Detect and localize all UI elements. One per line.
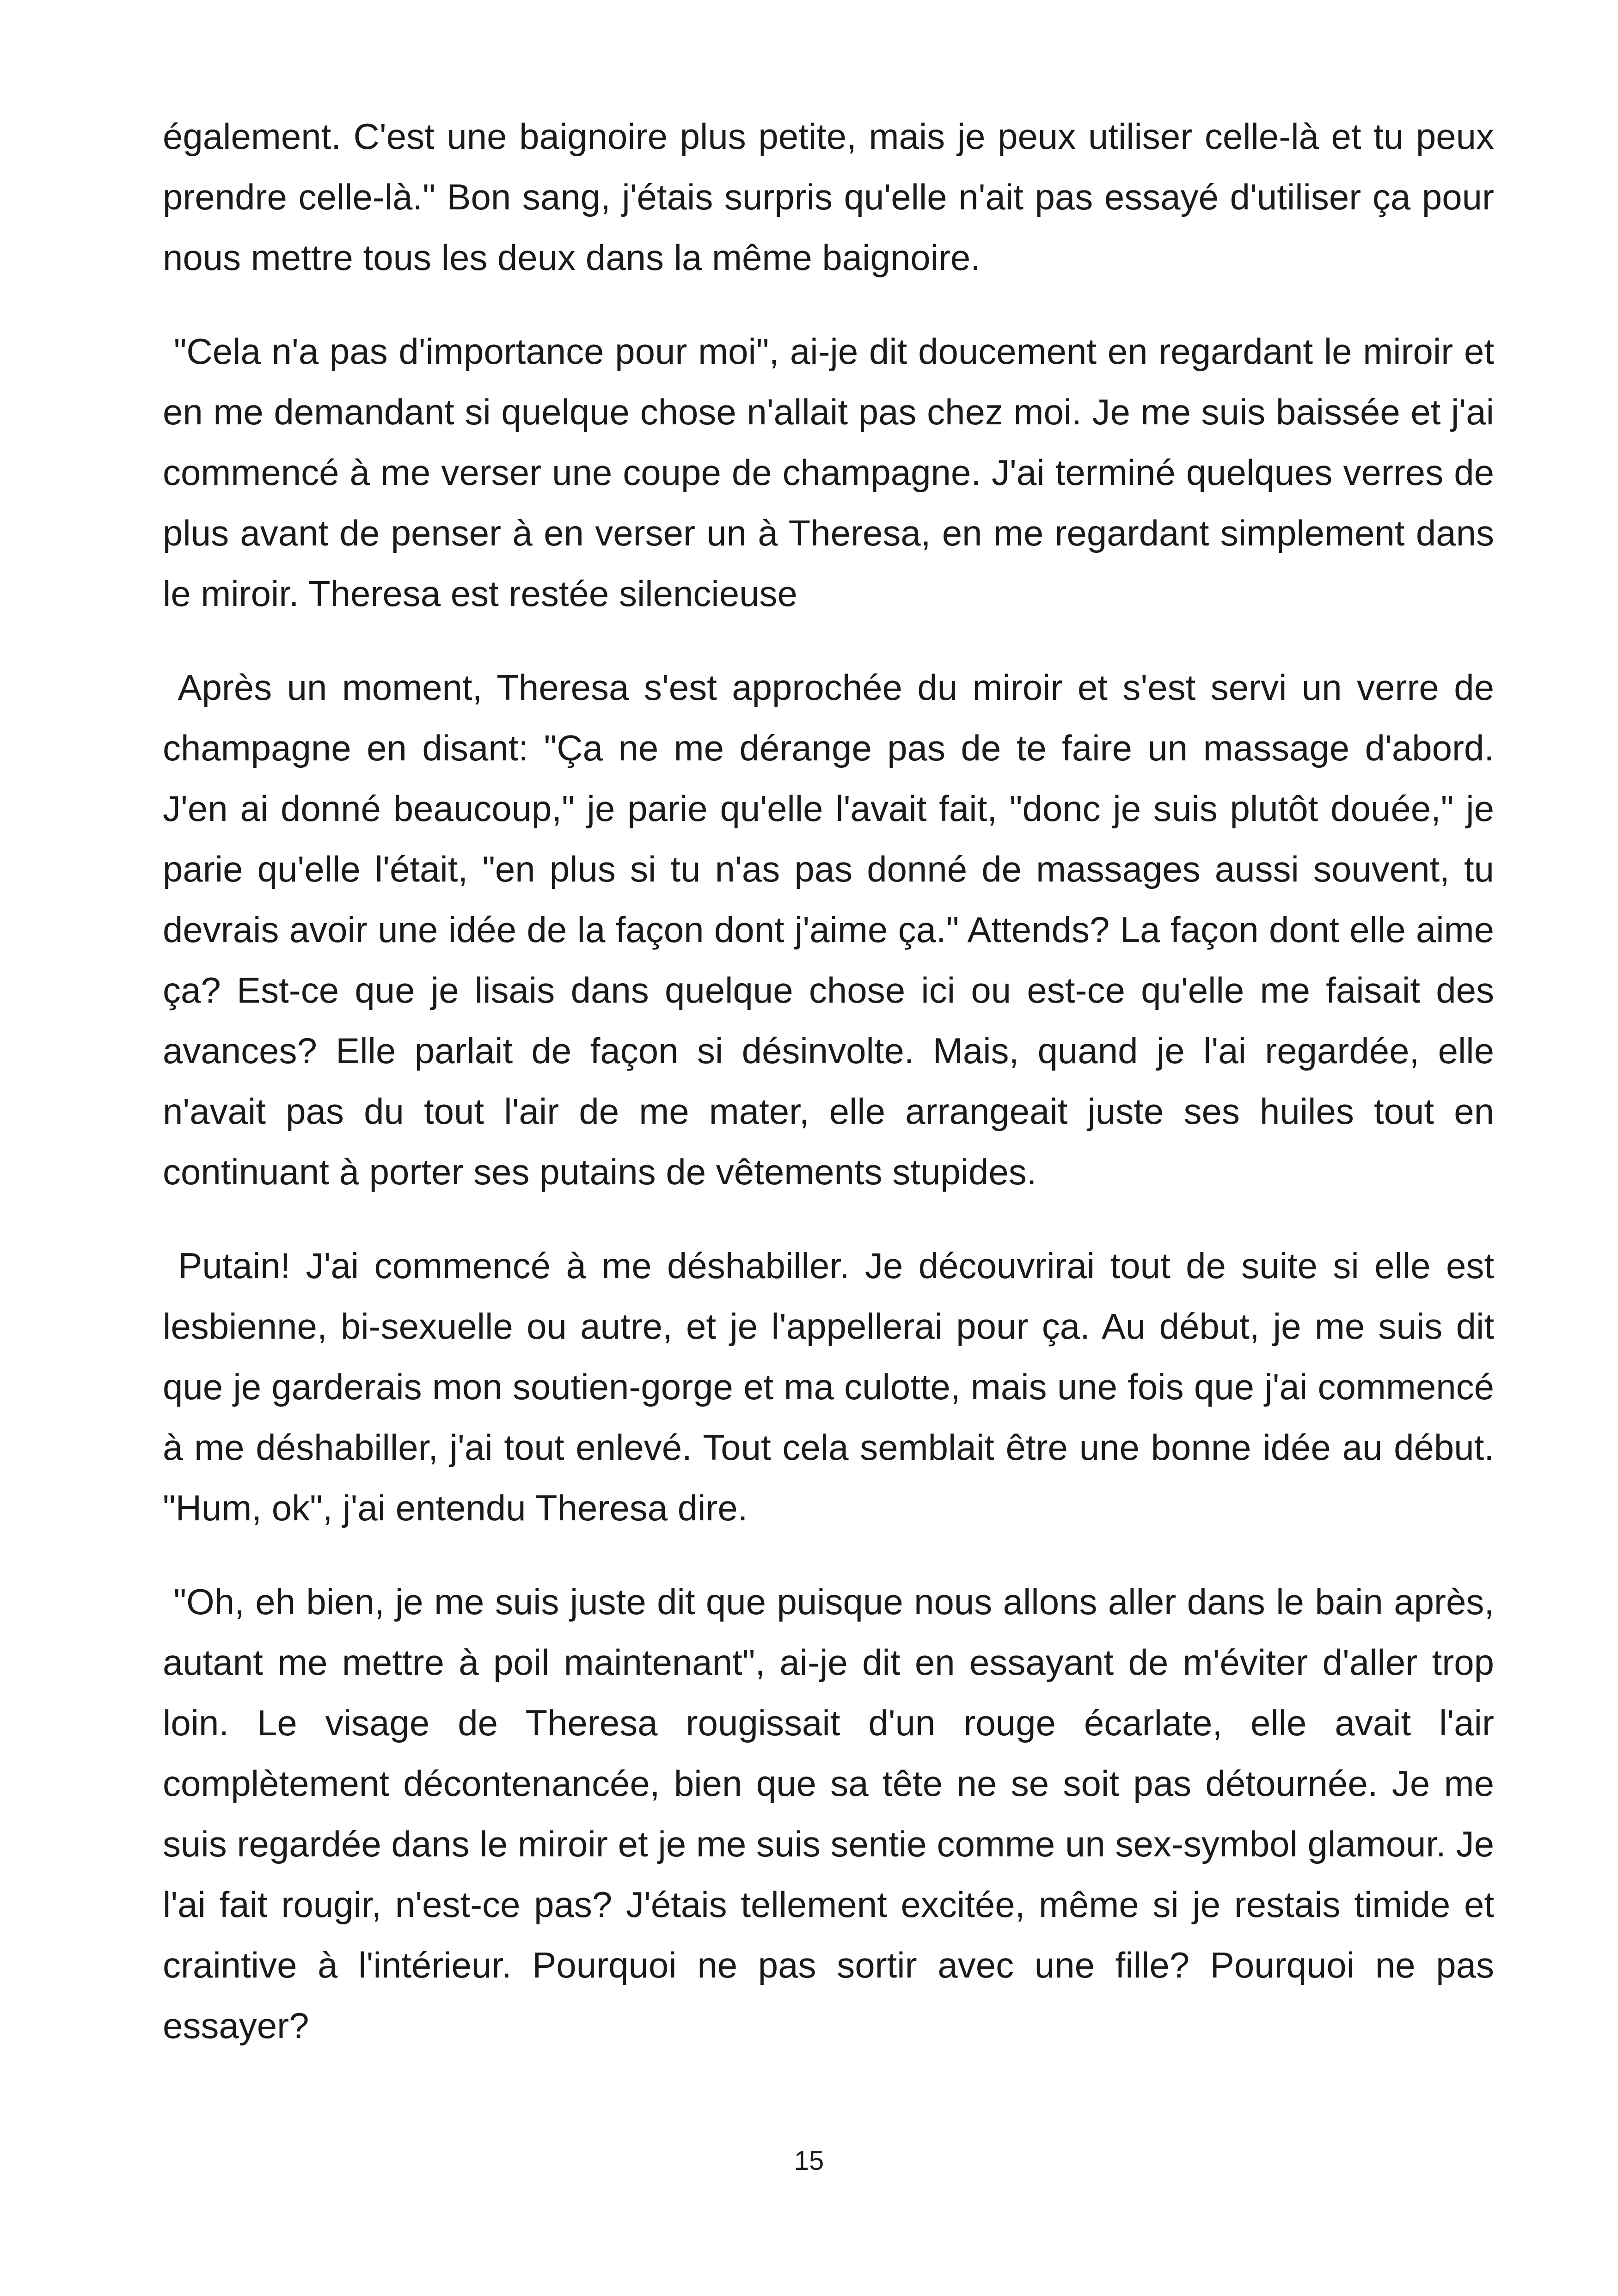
paragraph-5: "Oh, eh bien, je me suis juste dit que puisque nous allons aller dans le bain après, autant me mettre à poil maintenant", ai-je dit en essayant de m'éviter d'aller trop loin. Le visage de Theresa rougissait d'un rouge écarlate, elle avait l'air complètement décontenancée, bien que sa tête ne se soit pas détournée. Je me suis regardée dans le miroir et je me suis sentie comme un sex-symbol glamour. Je l'ai fait rougir, n'est-ce pas? J'étais tellement excitée, même si je restais timide et craintive à l'intérieur. Pourquoi ne pas sortir avec une fille? Pourquoi ne pas essayer?	[163, 1581, 1504, 2046]
paragraph-1: également. C'est une baignoire plus petite, mais je peux utiliser celle-là et tu peux prendre celle-là." Bon sang, j'étais surpris qu'elle n'ait pas essayé d'utiliser ça pour nous mettre tous les deux dans la même baignoire.	[163, 116, 1504, 278]
page-number: 15	[794, 2146, 824, 2176]
body-text	[163, 106, 1504, 2089]
paragraph-3: Après un moment, Theresa s'est approchée du miroir et s'est servi un verre de champagne en disant: "Ça ne me dérange pas de te faire un massage d'abord. J'en ai donné beaucoup," je parie qu'elle l'avait fait, "donc je suis plutôt douée," je parie qu'elle l'était, "en plus si tu n'as pas donné de massages aussi souvent, tu devrais avoir une idée de la façon dont j'aime ça." Attends? La façon dont elle aime ça? Est-ce que je lisais dans quelque chose ici ou est-ce qu'elle me faisait des avances? Elle parlait de façon si désinvolte. Mais, quand je l'ai regardée, elle n'avait pas du tout l'air de me mater, elle arrangeait juste ses huiles tout en continuant à porter ses putains de vêtements stupides.	[163, 667, 1504, 1192]
paragraph-2: "Cela n'a pas d'importance pour moi", ai-je dit doucement en regardant le miroir et en me demandant si quelque chose n'allait pas chez moi. Je me suis baissée et j'ai commencé à me verser une coupe de champagne. J'ai terminé quelques verres de plus avant de penser à en verser un à Theresa, en me regardant simplement dans le miroir. Theresa est restée silencieuse	[163, 331, 1504, 614]
paragraph-4: Putain! J'ai commencé à me déshabiller. Je découvrirai tout de suite si elle est lesbienne, bi-sexuelle ou autre, et je l'appellerai pour ça. Au début, je me suis dit que je garderais mon soutien-gorge et ma culotte, mais une fois que j'ai commencé à me déshabiller, j'ai tout enlevé. Tout cela semblait être une bonne idée au début. "Hum, ok", j'ai entendu Theresa dire.	[163, 1245, 1504, 1528]
